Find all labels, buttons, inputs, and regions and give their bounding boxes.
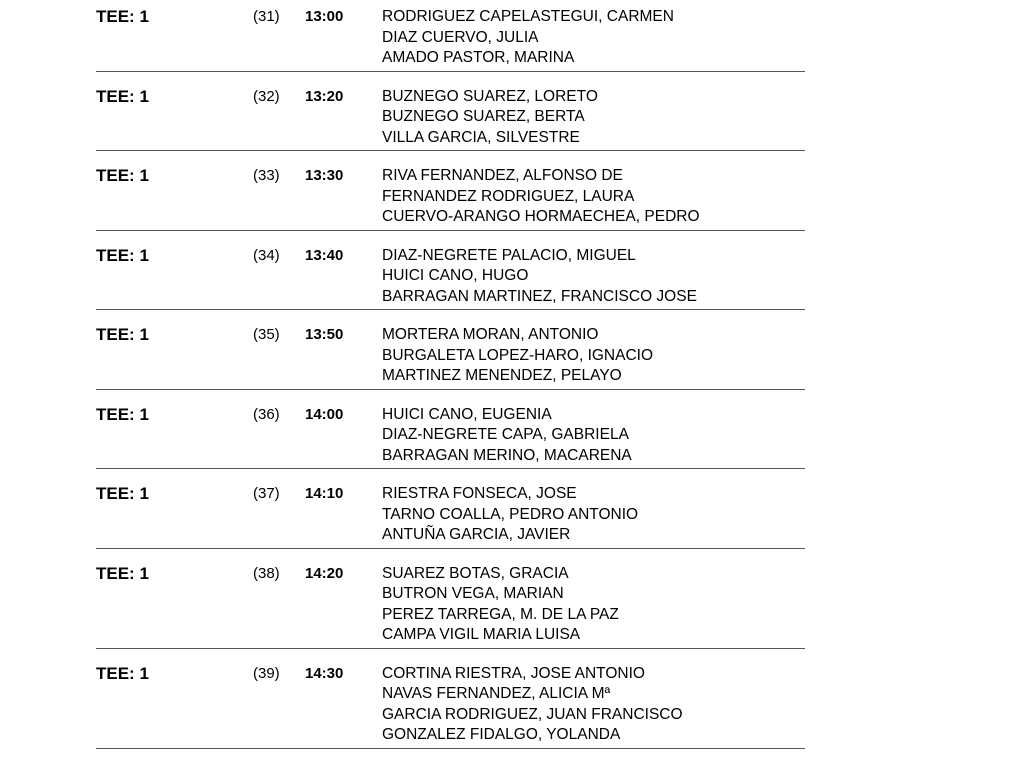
player-list <box>382 662 805 746</box>
tee-time-group <box>96 403 805 470</box>
player-list <box>382 482 805 546</box>
player-name: NAVAS FERNANDEZ, ALICIA Mª <box>382 685 611 702</box>
player-list <box>382 403 805 467</box>
player-name: SUAREZ BOTAS, GRACIA <box>382 564 569 582</box>
tee-time: 13:40 <box>305 246 344 264</box>
player-name: PEREZ TARREGA, M. DE LA PAZ <box>382 605 619 623</box>
tee-time: 14:00 <box>305 405 344 423</box>
player-name: DIAZ CUERVO, JULIA <box>382 28 539 46</box>
tee-time: 14:30 <box>305 664 344 682</box>
player-name: DIAZ-NEGRETE PALACIO, MIGUEL <box>382 246 636 264</box>
player-list <box>382 323 805 387</box>
player-list <box>382 164 805 228</box>
player-name: MORTERA MORAN, ANTONIO <box>382 326 599 343</box>
group-number: (31) <box>253 8 280 25</box>
player-name: DIAZ-NEGRETE CAPA, GABRIELA <box>382 426 629 443</box>
tee-label: TEE: 1 <box>96 404 149 424</box>
player-name: TARNO COALLA, PEDRO ANTONIO <box>382 505 639 523</box>
tee-time-group <box>96 244 805 311</box>
tee-time-group <box>96 323 805 390</box>
tee-time: 13:20 <box>305 87 344 105</box>
player-name: BURGALETA LOPEZ-HARO, IGNACIO <box>382 346 654 364</box>
player-name: RIESTRA FONSECA, JOSE <box>382 485 577 502</box>
player-name: BARRAGAN MERINO, MACARENA <box>382 446 632 464</box>
player-list <box>382 85 805 149</box>
tee-time: 14:10 <box>305 485 344 502</box>
tee-label: TEE: 1 <box>96 663 149 683</box>
player-name: CAMPA VIGIL MARIA LUISA <box>382 626 581 643</box>
player-name: RIVA FERNANDEZ, ALFONSO DE <box>382 167 623 184</box>
player-name: AMADO PASTOR, MARINA <box>382 49 575 66</box>
player-name: BUZNEGO SUAREZ, BERTA <box>382 108 585 125</box>
tee-label: TEE: 1 <box>96 563 149 583</box>
group-number: (33) <box>253 167 280 184</box>
player-name: BARRAGAN MARTINEZ, FRANCISCO JOSE <box>382 287 697 305</box>
tee-label: TEE: 1 <box>96 166 149 185</box>
group-number: (32) <box>253 87 280 105</box>
tee-time: 13:00 <box>305 8 344 25</box>
group-number: (37) <box>253 485 280 502</box>
tee-label: TEE: 1 <box>96 7 149 26</box>
player-name: BUZNEGO SUAREZ, LORETO <box>382 87 598 105</box>
player-name: CUERVO-ARANGO HORMAECHEA, PEDRO <box>382 208 700 225</box>
player-list <box>382 5 805 69</box>
group-number: (35) <box>253 326 280 343</box>
tee-label: TEE: 1 <box>96 325 149 344</box>
player-name: VILLA GARCIA, SILVESTRE <box>382 128 580 146</box>
player-list <box>382 562 805 646</box>
tee-time-group <box>96 482 805 549</box>
group-number: (36) <box>253 405 280 423</box>
player-name: CORTINA RIESTRA, JOSE ANTONIO <box>382 664 645 682</box>
group-number: (39) <box>253 664 280 682</box>
tee-time: 14:20 <box>305 564 344 582</box>
player-name: FERNANDEZ RODRIGUEZ, LAURA <box>382 187 635 205</box>
tee-time-group <box>96 164 805 231</box>
tee-label: TEE: 1 <box>96 245 149 265</box>
player-name: GARCIA RODRIGUEZ, JUAN FRANCISCO <box>382 705 683 723</box>
tee-time: 13:50 <box>305 326 344 343</box>
tee-time: 13:30 <box>305 167 344 184</box>
group-number: (34) <box>253 246 280 264</box>
tee-label: TEE: 1 <box>96 484 149 503</box>
tee-label: TEE: 1 <box>96 86 149 106</box>
tee-time-group <box>96 5 805 72</box>
player-name: HUICI CANO, HUGO <box>382 267 529 284</box>
group-number: (38) <box>253 564 280 582</box>
tee-time-group <box>96 85 805 152</box>
player-name: BUTRON VEGA, MARIAN <box>382 585 564 602</box>
tee-time-group <box>96 662 805 749</box>
tee-times-list <box>96 5 805 762</box>
player-name: HUICI CANO, EUGENIA <box>382 405 552 423</box>
player-name: RODRIGUEZ CAPELASTEGUI, CARMEN <box>382 8 674 25</box>
player-list <box>382 244 805 308</box>
player-name: MARTINEZ MENENDEZ, PELAYO <box>382 367 622 384</box>
player-name: ANTUÑA GARCIA, JAVIER <box>382 526 571 543</box>
tee-time-group <box>96 562 805 649</box>
player-name: GONZALEZ FIDALGO, YOLANDA <box>382 726 621 743</box>
